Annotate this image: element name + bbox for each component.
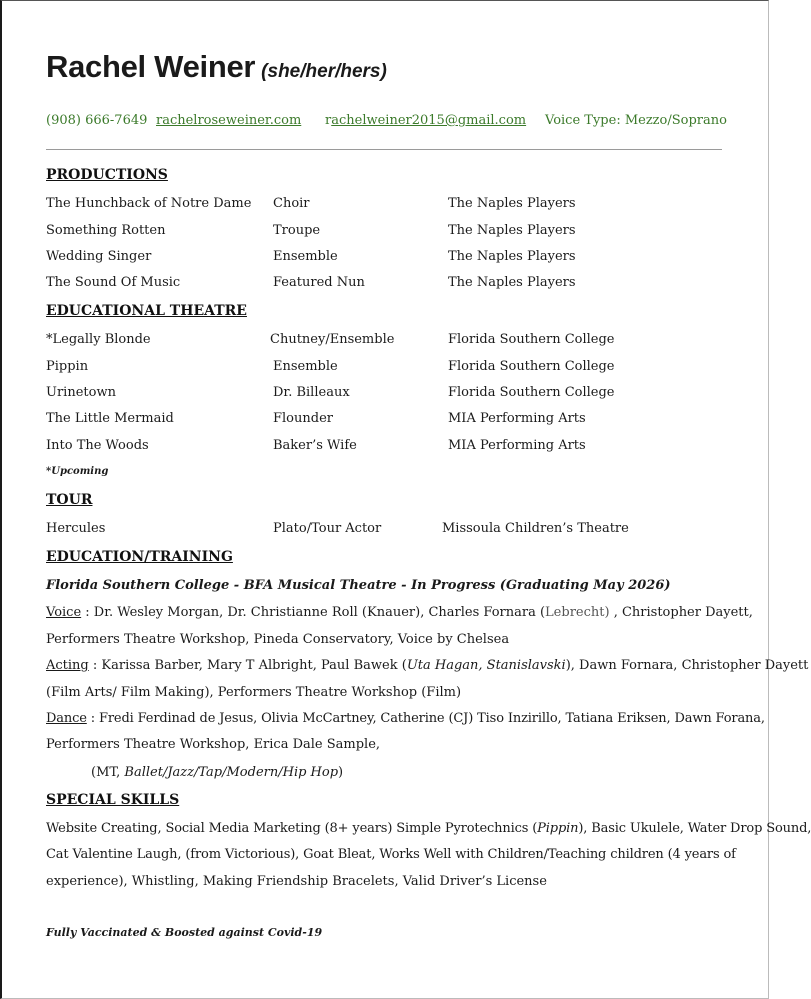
production-company: The Naples Players xyxy=(448,196,576,211)
production-role: Featured Nun xyxy=(273,275,365,290)
production-show: The Sound Of Music xyxy=(46,275,181,290)
dance-line-2: Performers Theatre Workshop, Erica Dale Sample, xyxy=(46,737,381,752)
dance-styles-b: Ballet/Jazz/Tap/Modern/Hip Hop xyxy=(124,765,339,780)
voice-teachers-b: Lebrecht) xyxy=(545,605,614,620)
dance-line-1 xyxy=(46,711,765,726)
edu-show: Urinetown xyxy=(46,385,116,400)
phone-number: (908) 666-7649 xyxy=(46,113,148,128)
acting-teachers-c: ), Dawn Fornara, Christopher Dayett xyxy=(565,658,809,673)
skills-pippin: Pippin xyxy=(537,821,579,836)
production-role: Choir xyxy=(273,196,310,211)
tour-role: Plato/Tour Actor xyxy=(273,521,382,536)
dance-teachers: : Fredi Ferdinad de Jesus, Olivia McCartney, Catherine (CJ) Tiso Inzirillo, Tatiana Eriksen, Dawn Forana, xyxy=(86,711,765,726)
email-link[interactable] xyxy=(325,113,526,128)
edu-role: Ensemble xyxy=(273,359,338,374)
edu-show: *Legally Blonde xyxy=(46,332,151,347)
upcoming-note: *Upcoming xyxy=(46,466,109,477)
skills-line-3: experience), Whistling, Making Friendship Bracelets, Valid Driver’s License xyxy=(46,874,547,889)
website-link[interactable]: rachelroseweiner.com xyxy=(156,113,302,128)
tour-company: Missoula Children’s Theatre xyxy=(442,521,629,536)
edu-show: The Little Mermaid xyxy=(46,411,174,426)
skills-line-1 xyxy=(46,821,811,836)
production-company: The Naples Players xyxy=(448,249,576,264)
acting-methods: Uta Hagan, Stanislavski xyxy=(406,658,566,673)
skills-line-2: Cat Valentine Laugh, (from Victorious), Goat Bleat, Works Well with Children/Teaching children (4 years of xyxy=(46,847,736,862)
production-role: Troupe xyxy=(273,223,321,238)
edu-company: MIA Performing Arts xyxy=(448,438,586,453)
edu-show: Into The Woods xyxy=(46,438,149,453)
header-divider xyxy=(46,149,722,150)
resume-name xyxy=(46,49,387,85)
production-company: The Naples Players xyxy=(448,275,576,290)
edu-company: MIA Performing Arts xyxy=(448,411,586,426)
email-rest: achelweiner2015@gmail.com xyxy=(331,113,527,128)
acting-label: Acting xyxy=(46,658,89,673)
tour-heading: TOUR xyxy=(46,492,93,508)
educational-theatre-heading: EDUCATIONAL THEATRE xyxy=(46,303,247,319)
vaccination-note: Fully Vaccinated & Boosted against Covid-19 xyxy=(46,926,323,939)
production-company: The Naples Players xyxy=(448,223,576,238)
education-heading: EDUCATION/TRAINING xyxy=(46,549,233,565)
dance-styles-c: ) xyxy=(338,765,344,780)
voice-line-2: Performers Theatre Workshop, Pineda Conservatory, Voice by Chelsea xyxy=(46,632,510,647)
acting-teachers-a: : Karissa Barber, Mary T Albright, Paul Bawek ( xyxy=(88,658,407,673)
dance-styles-a: (MT, xyxy=(91,765,125,780)
edu-role: Flounder xyxy=(273,411,333,426)
skills-a: Website Creating, Social Media Marketing (8+ years) Simple Pyrotechnics ( xyxy=(46,821,538,836)
email-first-char: r xyxy=(325,113,332,128)
productions-heading: PRODUCTIONS xyxy=(46,167,168,183)
acting-line-1 xyxy=(46,658,808,673)
production-show: Wedding Singer xyxy=(46,249,152,264)
edu-role: Chutney/Ensemble xyxy=(270,332,395,347)
pronouns: (she/her/hers) xyxy=(261,61,387,82)
edu-company: Florida Southern College xyxy=(448,385,615,400)
tour-show: Hercules xyxy=(46,521,106,536)
edu-role: Baker’s Wife xyxy=(273,438,357,453)
voice-line-1 xyxy=(46,605,753,620)
edu-show: Pippin xyxy=(46,359,89,374)
edu-role: Dr. Billeaux xyxy=(273,385,350,400)
skills-heading: SPECIAL SKILLS xyxy=(46,792,180,808)
edu-company: Florida Southern College xyxy=(448,359,615,374)
skills-c: ), Basic Ukulele, Water Drop Sound, xyxy=(578,821,811,836)
production-show: Something Rotten xyxy=(46,223,166,238)
production-show: The Hunchback of Notre Dame xyxy=(46,196,252,211)
voice-teachers-a: : Dr. Wesley Morgan, Dr. Christianne Roll (Knauer), Charles Fornara ( xyxy=(81,605,546,620)
name-text: Rachel Weiner xyxy=(46,49,256,84)
school-line: Florida Southern College - BFA Musical Theatre - In Progress (Graduating May 2026) xyxy=(46,578,671,593)
edu-company: Florida Southern College xyxy=(448,332,615,347)
dance-label: Dance xyxy=(46,711,87,726)
production-role: Ensemble xyxy=(273,249,338,264)
voice-label: Voice xyxy=(46,605,82,620)
voice-type: Voice Type: Mezzo/Soprano xyxy=(545,113,727,128)
acting-line-2: (Film Arts/ Film Making), Performers Theatre Workshop (Film) xyxy=(46,685,462,700)
dance-line-3 xyxy=(91,765,343,780)
voice-teachers-c: , Christopher Dayett, xyxy=(613,605,753,620)
